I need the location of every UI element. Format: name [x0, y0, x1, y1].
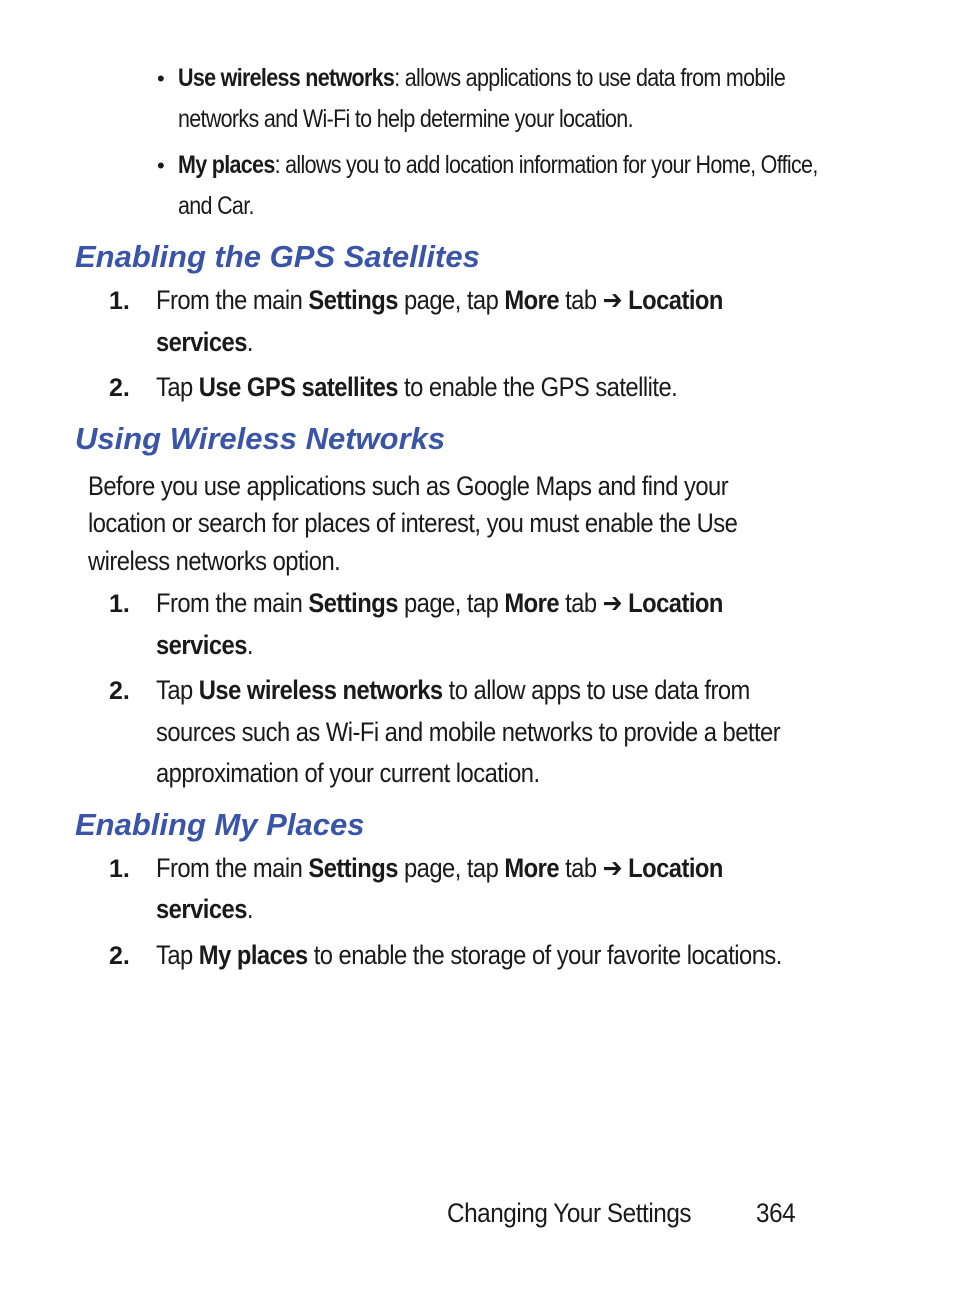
bullet-item-line — [178, 153, 818, 178]
intro-paragraph-line: location or search for places of interest, you must enable the Use — [88, 508, 738, 538]
bullet-term: Use wireless networks — [178, 64, 395, 92]
step-text: Tap Use GPS satellites to enable the GPS satellite. — [156, 372, 678, 402]
step-text: Tap My places to enable the storage of your favorite locations. — [156, 940, 782, 970]
arrow-icon: ➔ — [602, 285, 623, 315]
section-heading-places: Enabling My Places — [75, 807, 365, 842]
bullet-item-line: and Car. — [178, 192, 254, 220]
step-text: From the main Settings page, tap More tab ➔ Location — [156, 853, 723, 883]
section-heading-gps: Enabling the GPS Satellites — [75, 239, 480, 274]
step-number: 1. — [109, 590, 130, 618]
step-number: 1. — [109, 287, 130, 315]
bullet-item-line — [178, 66, 785, 91]
intro-paragraph-line: wireless networks option. — [88, 546, 341, 576]
step-text: Tap Use wireless networks to allow apps to use data from — [156, 675, 750, 705]
step-number: 2. — [109, 374, 130, 402]
step-text: From the main Settings page, tap More tab ➔ Location — [156, 588, 723, 618]
bullet-text: : allows applications to use data from mobile — [394, 64, 786, 92]
bullet-text: : allows you to add location information for your Home, Office, — [274, 151, 818, 179]
arrow-icon: ➔ — [602, 853, 623, 883]
step-text: sources such as Wi-Fi and mobile networks to provide a better — [156, 717, 781, 747]
step-text: From the main Settings page, tap More tab ➔ Location — [156, 285, 723, 315]
step-text: approximation of your current location. — [156, 758, 540, 788]
step-text: services. — [156, 327, 253, 357]
intro-paragraph-line: Before you use applications such as Google Maps and find your — [88, 471, 729, 501]
step-text: services. — [156, 894, 253, 924]
section-heading-wireless: Using Wireless Networks — [75, 421, 446, 456]
step-number: 1. — [109, 855, 130, 883]
arrow-icon: ➔ — [602, 588, 623, 618]
footer-section-title: Changing Your Settings — [447, 1198, 692, 1228]
bullet-item-line: networks and Wi-Fi to help determine your location. — [178, 105, 633, 133]
bullet-dot: • — [157, 66, 165, 91]
bullet-term: My places — [178, 151, 275, 179]
step-number: 2. — [109, 942, 130, 970]
bullet-dot: • — [157, 153, 165, 178]
step-text: services. — [156, 630, 253, 660]
page-number: 364 — [756, 1198, 796, 1228]
step-number: 2. — [109, 677, 130, 705]
